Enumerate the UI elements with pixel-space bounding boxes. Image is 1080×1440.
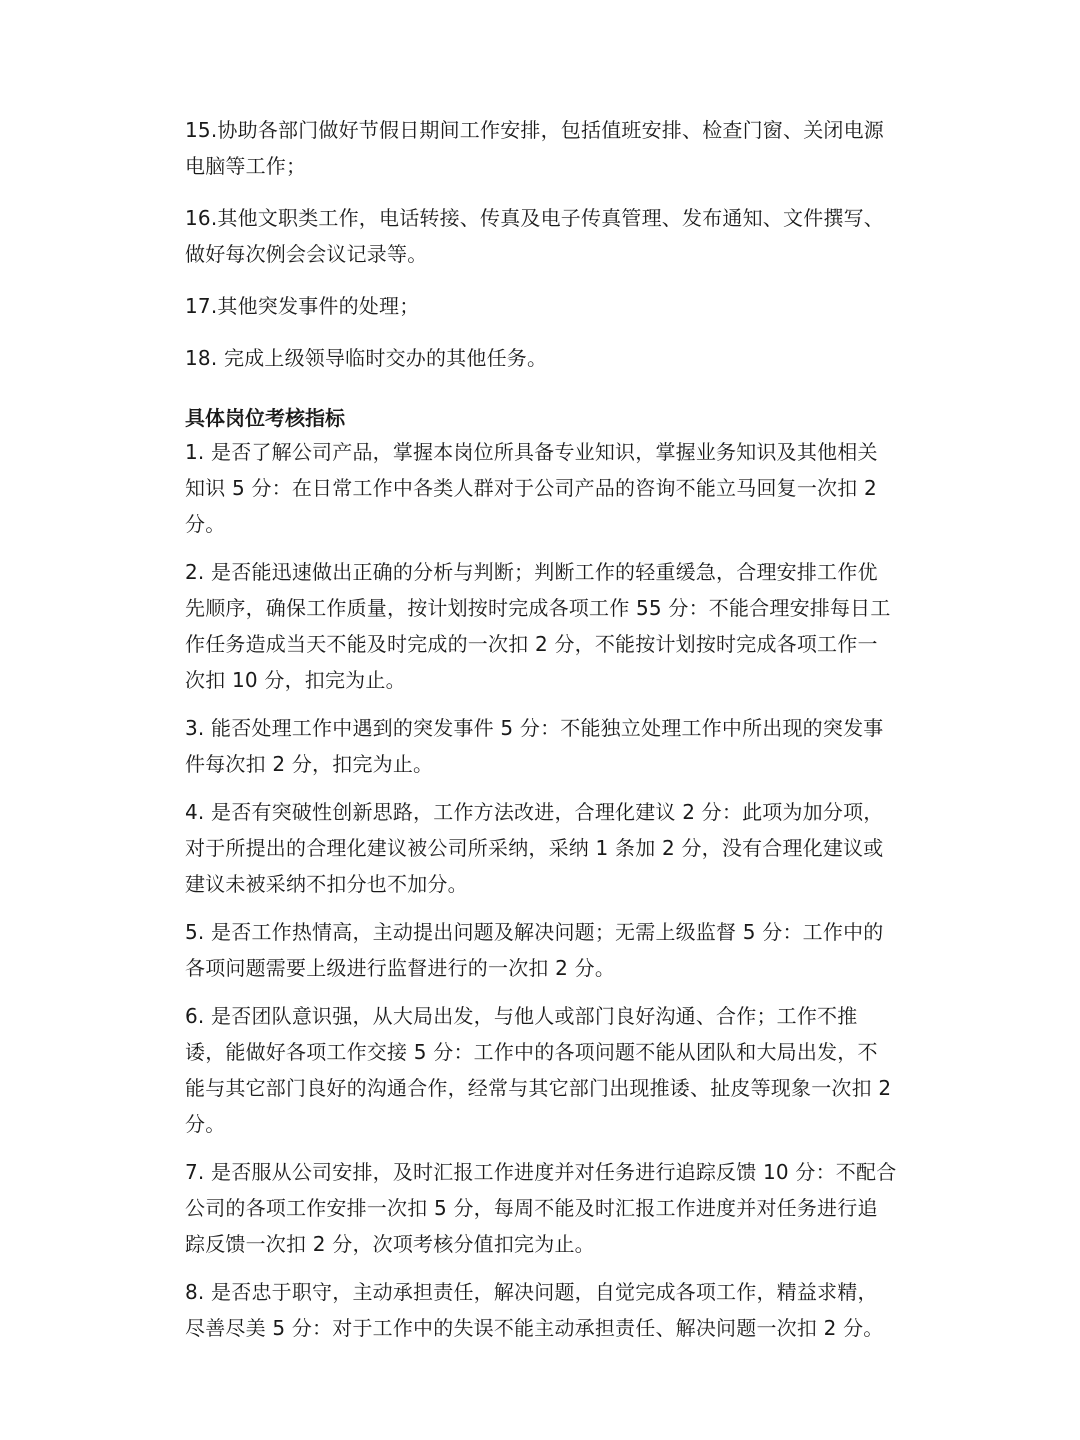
kpi-heading: 具体岗位考核指标: [185, 406, 345, 430]
kpi-item-8: 8. 是否忠于职守，主动承担责任，解决问题，自觉完成各项工作，精益求精，尽善尽美 5 分：对于工作中的失误不能主动承担责任、解决问题一次扣 2 分。: [185, 1280, 884, 1340]
task-item-17: 17.其他突发事件的处理；: [185, 294, 420, 318]
kpi-item-7: 7. 是否服从公司安排，及时汇报工作进度并对任务进行追踪反馈 10 分：不配合公司的各项工作安排一次扣 5 分，每周不能及时汇报工作进度并对任务进行追踪反馈一次扣 2 分，次项考核分值扣完为止。: [185, 1160, 897, 1256]
kpi-item-6: 6. 是否团队意识强，从大局出发，与他人或部门良好沟通、合作；工作不推诿，能做好各项工作交接 5 分：工作中的各项问题不能从团队和大局出发，不能与其它部门良好的沟通合作，经常与其它部门出现推诿、扯皮等现象一次扣 2 分。: [185, 1004, 892, 1136]
kpi-item-2: 2. 是否能迅速做出正确的分析与判断；判断工作的轻重缓急，合理安排工作优先顺序，确保工作质量，按计划按时完成各项工作 55 分：不能合理安排每日工作任务造成当天不能及时完成的一次扣 2 分，不能按计划按时完成各项工作一次扣 10 分，扣完为止。: [185, 560, 891, 692]
document-page: [185, 112, 897, 1346]
task-item-15: 15.协助各部门做好节假日期间工作安排，包括值班安排、检查门窗、关闭电源电脑等工作；: [185, 118, 885, 178]
kpi-item-3: 3. 能否处理工作中遇到的突发事件 5 分：不能独立处理工作中所出现的突发事件每次扣 2 分，扣完为止。: [185, 716, 884, 776]
kpi-item-4: 4. 是否有突破性创新思路，工作方法改进，合理化建议 2 分：此项为加分项，对于所提出的合理化建议被公司所采纳，采纳 1 条加 2 分，没有合理化建议或建议未被采纳不扣分也不加分。: [185, 800, 884, 896]
task-item-16: 16.其他文职类工作，电话转接、传真及电子传真管理、发布通知、文件撰写、做好每次例会会议记录等。: [185, 206, 885, 266]
kpi-item-1: 1. 是否了解公司产品，掌握本岗位所具备专业知识，掌握业务知识及其他相关知识 5 分：在日常工作中各类人群对于公司产品的咨询不能立马回复一次扣 2 分。: [185, 440, 878, 536]
kpi-item-5: 5. 是否工作热情高，主动提出问题及解决问题；无需上级监督 5 分：工作中的各项问题需要上级进行监督进行的一次扣 2 分。: [185, 920, 884, 980]
task-item-18: 18. 完成上级领导临时交办的其他任务。: [185, 346, 548, 370]
